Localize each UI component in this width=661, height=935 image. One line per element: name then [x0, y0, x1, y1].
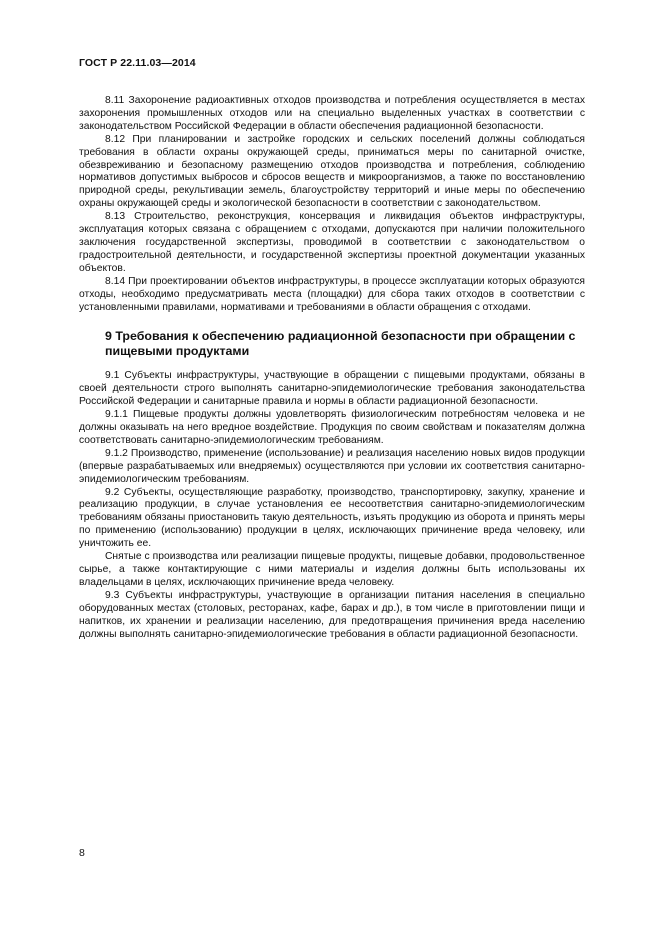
- paragraph-8-12: 8.12 При планировании и застройке городских и сельских поселений должны соблюдаться требования в области охраны окружающей среды, приниматься меры по санитарной очистке, обезвреживанию и безопасному размещению отходов производства и потребления, соблюдению нормативов допустимых выбросов и сбросов веществ и микроорганизмов, а также по восстановлению природной среды, рекультивации земель, благоустройству территорий и иные меры по обеспечению охраны окружающей среды и экологической безопасности в соответствии с законодательством.: [79, 133, 585, 210]
- paragraph-9-3: 9.3 Субъекты инфраструктуры, участвующие в организации питания населения в специально оборудованных местах (столовых, ресторанах, кафе, барах и др.), в том числе в приготовлении пищи и напитков, их хранении и реализации населению, для предотвращения причинения вреда населению должны выполнять санитарно-эпидемиологические требования в области радиационной безопасности.: [79, 589, 585, 640]
- paragraph-8-14: 8.14 При проектировании объектов инфраструктуры, в процессе эксплуатации которых образуются отходы, необходимо предусматривать места (площадки) для сбора таких отходов в соответствии с установленными правилами, нормативами и требованиями в области обращения с отходами.: [79, 275, 585, 313]
- page-number: 8: [79, 847, 85, 859]
- paragraph-9-2: 9.2 Субъекты, осуществляющие разработку, производство, транспортировку, закупку, хранение и реализацию продукции, в случае установления ее несоответствия санитарно-эпидемиологическим требованиям обязаны приостановить такую деятельность, изъять продукцию из оборота и принять меры по применению (использованию) продукции в целях, исключающих причинение вреда человеку, или уничтожить ее.: [79, 486, 585, 550]
- paragraph-9-1-2: 9.1.2 Производство, применение (использование) и реализация населению новых видов продукции (впервые разрабатываемых или внедряемых) осуществляются при условии их соответствия санитарно-эпидемиологическим требованиям.: [79, 447, 585, 485]
- paragraph-9-1: 9.1 Субъекты инфраструктуры, участвующие в обращении с пищевыми продуктами, обязаны в своей деятельности строго выполнять санитарно-эпидемиологические требования законодательства Российской Федерации и санитарные правила и нормы в области радиационной безопасности.: [79, 370, 585, 408]
- paragraph-8-11: 8.11 Захоронение радиоактивных отходов производства и потребления осуществляется в местах захоронения промышленных отходов или на специально выделенных участках в соответствии с законодательством Российской Федерации в области обеспечения радиационной безопасности.: [79, 95, 585, 132]
- section-9-title: 9 Требования к обеспечению радиационной безопасности при обращении с пищевыми продуктами: [105, 329, 576, 359]
- paragraph-9-1-1: 9.1.1 Пищевые продукты должны удовлетворять физиологическим потребностям человека и не должны оказывать на него вредное воздействие. Продукция по своим свойствам и показателям должна соответствовать санитарно-эпидемиологическим требованиям.: [79, 409, 585, 446]
- paragraph-9-2-continued: Снятые с производства или реализации пищевые продукты, пищевые добавки, продовольственное сырье, а также контактирующие с ними материалы и изделия должны быть использованы их владельцами в целях, исключающих причинение вреда человеку.: [79, 551, 585, 588]
- standard-header: ГОСТ Р 22.11.03—2014: [79, 57, 196, 69]
- paragraph-8-13: 8.13 Строительство, реконструкция, консервация и ликвидация объектов инфраструктуры, эксплуатация которых связана с обращением с отходами, допускаются при наличии положительного заключения государственной экспертизы, проводимой в соответствии с законодательством о градостроительной деятельности, и государственной экспертизы проектной документации указанных объектов.: [79, 211, 585, 274]
- document-body: [79, 95, 585, 641]
